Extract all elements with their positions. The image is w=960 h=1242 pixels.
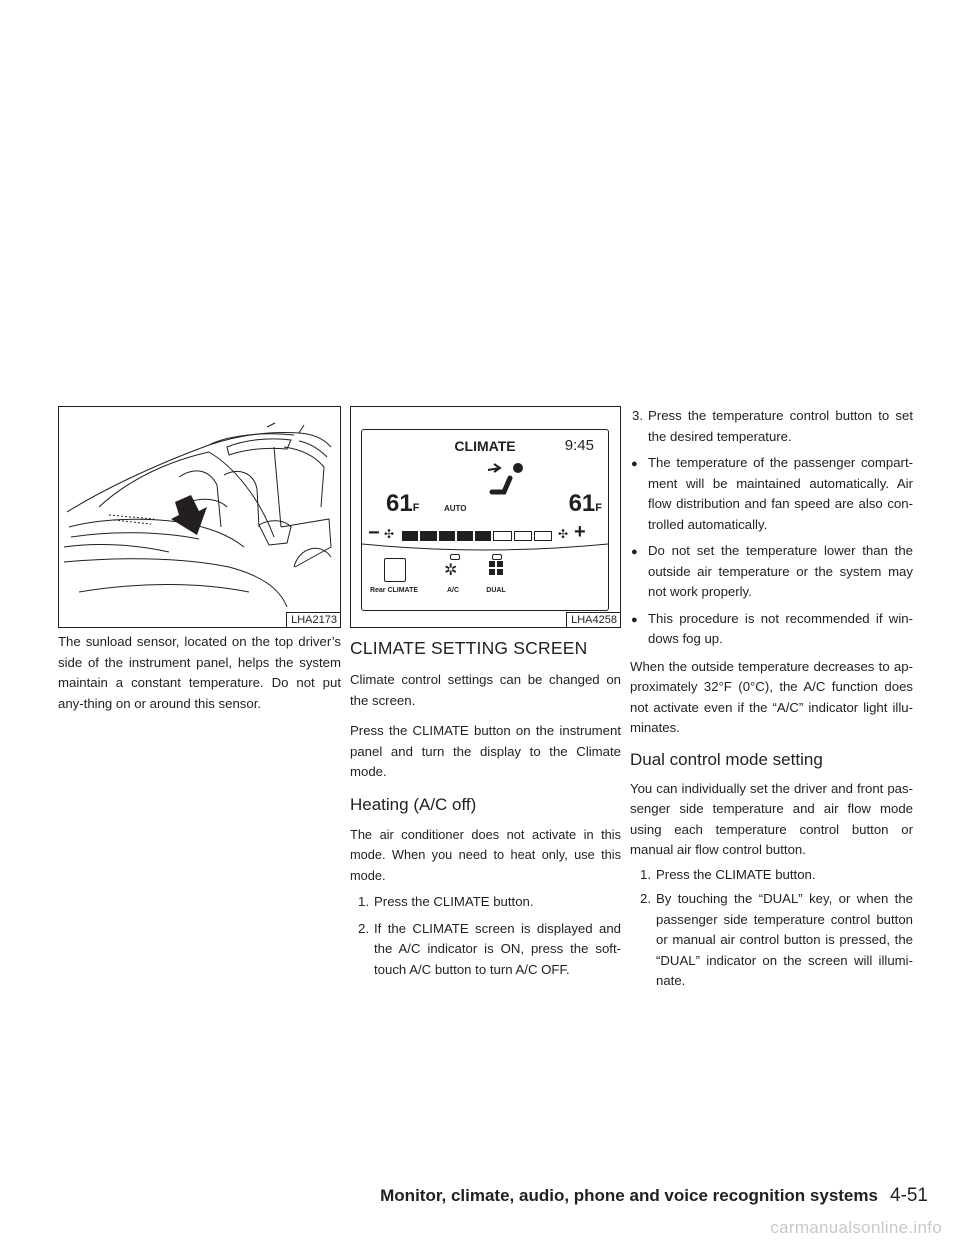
fan-decrease-button[interactable]: − — [368, 522, 380, 544]
fan-high-icon: ✣ — [558, 527, 569, 541]
figure-label: LHA4258 — [566, 612, 620, 627]
col3 — [630, 406, 913, 992]
paragraph: Climate control settings can be changed on the screen. — [350, 672, 621, 708]
fan-speed-bar — [402, 531, 552, 541]
dual-indicator — [492, 554, 502, 560]
sunload-sensor-paragraph: The sunload sensor, located on the top driver’s side of the instrument panel, helps the system maintain a constant temperature. Do not put any-thing on or around this sensor. — [58, 634, 341, 711]
sensor-arrow-icon — [171, 495, 207, 535]
bullet-item: ● This procedure is not recommended if win-dows fog up. — [631, 610, 913, 646]
bullet-item: ● The temperature of the passenger compart-ment will be maintained automatically. Air flow distribution and fan speed are also con-trolled automatically. — [631, 455, 913, 532]
paragraph: When the outside temperature decreases to ap-proximately 32°F (0°C), the A/C function does not activate even if the “A/C” indicator light illu-minates. — [630, 658, 913, 735]
auto-mode-label: AUTO — [444, 504, 467, 513]
ac-button[interactable]: ✲ — [444, 562, 458, 579]
airflow-seat-icon — [480, 458, 530, 508]
subheading: Dual control mode setting — [630, 749, 823, 769]
step-item: 2. By touching the “DUAL” key, or when the passenger side temperature control button or manual air control button is pressed, the “DUAL” indicator on the screen will illumi-nate. — [640, 891, 913, 988]
bullet-item: ● Do not set the temperature lower than the outside air temperature or the system may not work properly. — [631, 543, 913, 599]
clock: 9:45 — [564, 437, 594, 454]
passenger-temp[interactable]: 61F — [568, 490, 602, 517]
driver-temp[interactable]: 61F — [386, 490, 420, 517]
climate-screen-title: CLIMATE — [454, 438, 516, 454]
car-interior-illustration — [59, 407, 339, 612]
page-footer — [380, 1185, 928, 1207]
section-heading: CLIMATE SETTING SCREEN — [350, 638, 588, 658]
dual-button[interactable] — [489, 561, 503, 575]
screen-divider — [362, 542, 608, 556]
climate-screen-display — [361, 429, 609, 611]
figure-label: LHA2173 — [286, 612, 340, 627]
fan-low-icon: ✣ — [384, 527, 395, 541]
rear-climate-button[interactable] — [384, 558, 406, 582]
step-item: 2. If the CLIMATE screen is displayed and the A/C indicator is ON, press the soft-touch A/C button to turn A/C OFF. — [358, 920, 621, 977]
fan-increase-button[interactable]: + — [574, 521, 586, 543]
col2 — [350, 637, 621, 980]
paragraph: Press the CLIMATE button on the instrument panel and turn the display to the Climate mode. — [350, 723, 621, 779]
page-number: 4-51 — [889, 1185, 928, 1206]
subheading: Heating (A/C off) — [350, 794, 477, 814]
footer-section-title: Monitor, climate, audio, phone and voice recognition systems — [380, 1186, 878, 1205]
figure-climate-screen — [350, 406, 621, 628]
step-item: 1. Press the CLIMATE button. — [640, 866, 816, 882]
watermark: carmanualsonline.info — [770, 1218, 942, 1237]
ac-label: A/C — [446, 587, 460, 594]
step-item: 1. Press the CLIMATE button. — [358, 894, 534, 909]
col1 — [58, 632, 341, 714]
rear-climate-label: Rear CLIMATE — [369, 587, 419, 594]
paragraph: The air conditioner does not activate in this mode. When you need to heat only, use this mode. — [350, 826, 621, 883]
figure-sunload-sensor — [58, 406, 341, 628]
paragraph: You can individually set the driver and front pas-senger side temperature and air flow mode using each temperature control button or manual air flow control button. — [630, 780, 913, 857]
dual-label: DUAL — [486, 587, 506, 594]
step-item: 3. Press the temperature control button to set the desired temperature. — [632, 408, 913, 444]
